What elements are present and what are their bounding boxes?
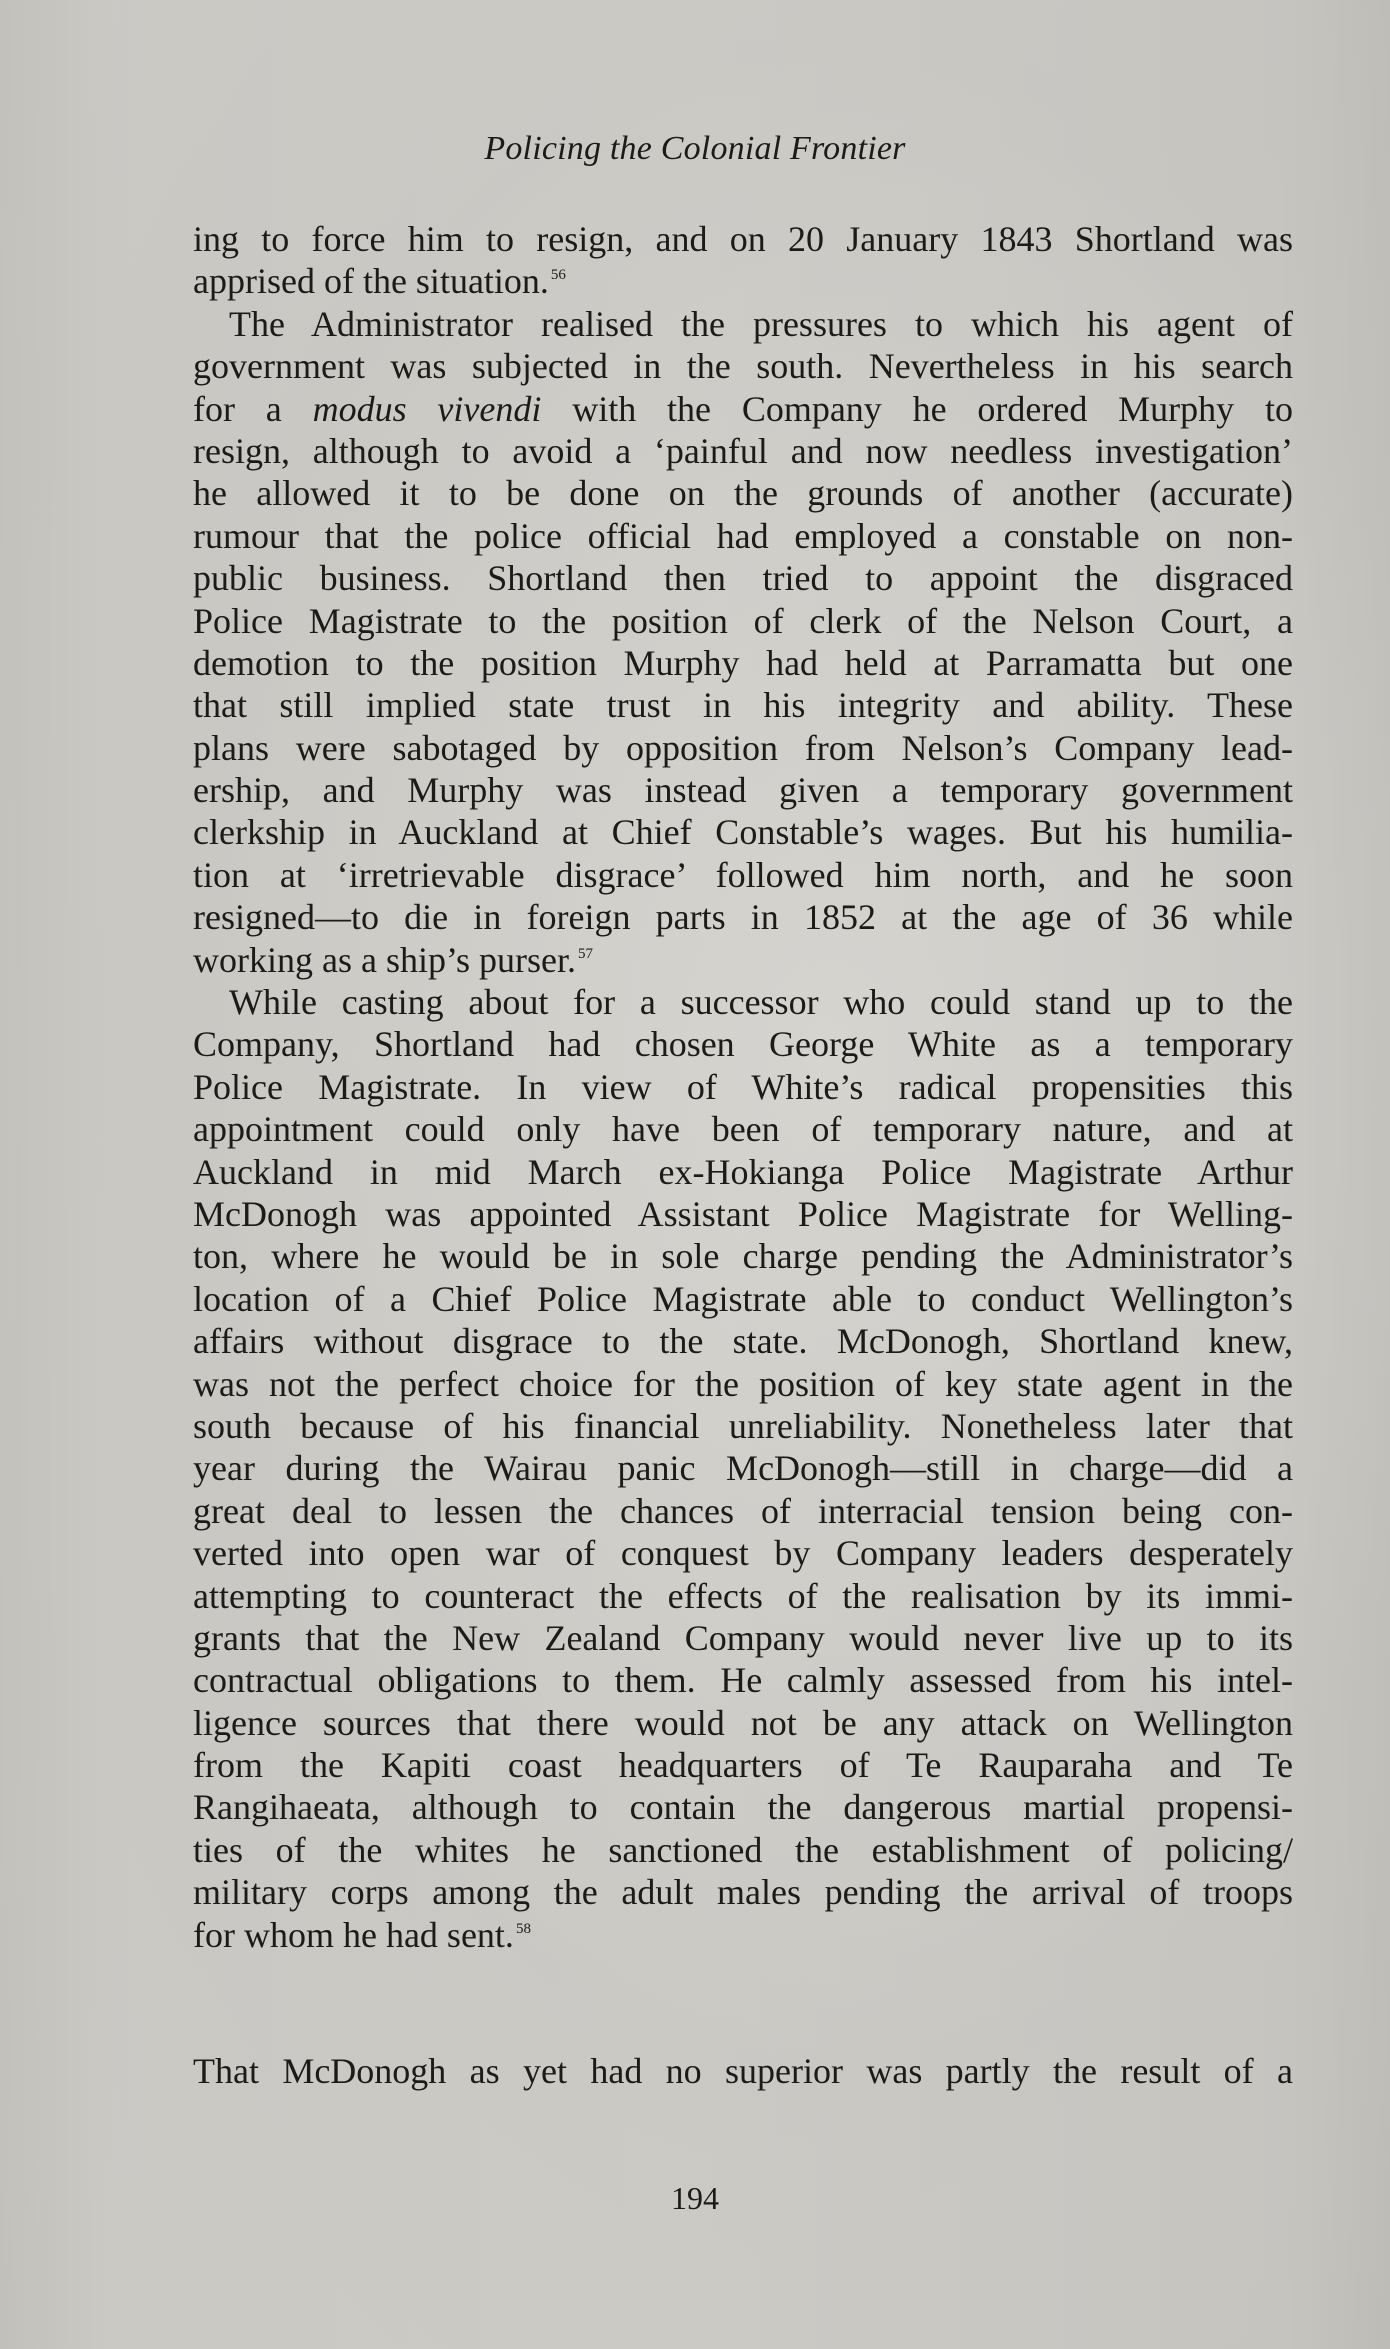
text-line: military corps among the adult males pending the arrival of troops — [193, 1872, 1293, 1913]
text-line: resigned—to die in foreign parts in 1852 at the age of 36 while — [193, 897, 1293, 938]
text-line: clerkship in Auckland at Chief Constable’s wages. But his humilia- — [193, 812, 1293, 853]
text-line: location of a Chief Police Magistrate able to conduct Wellington’s — [193, 1278, 1293, 1319]
text-line: he allowed it to be done on the grounds of another (accurate) — [193, 473, 1293, 514]
text-line: ership, and Murphy was instead given a temporary government — [193, 770, 1293, 811]
text-line: working as a ship’s purser. $^{57}$ — [193, 939, 593, 980]
footnote-ref: 56 — [550, 267, 566, 284]
text-line: tion at ‘irretrievable disgrace’ followed him north, and he soon — [193, 854, 1293, 895]
text-line: government was subjected in the south. Nevertheless in his search — [193, 346, 1293, 387]
text-line: for a modus vivendi with the Company he ordered Murphy to — [193, 388, 1293, 429]
text-line: rumour that the police official had employed a constable on non- — [193, 515, 1293, 556]
text-line: plans were sabotaged by opposition from Nelson’s Company lead- — [193, 727, 1293, 768]
text-line: Company, Shortland had chosen George White as a temporary — [193, 1024, 1293, 1065]
text-line: apprised of the situation. $^{56}$ — [193, 261, 566, 302]
text-line: ties of the whites he sanctioned the establishment of policing/ — [193, 1829, 1293, 1870]
text-line: ligence sources that there would not be any attack on Wellington — [193, 1702, 1293, 1743]
text-line: great deal to lessen the chances of interracial tension being con- — [193, 1490, 1293, 1531]
text-line: grants that the New Zealand Company would never live up to its — [193, 1617, 1293, 1658]
text-line: Auckland in mid March ex-Hokianga Police Magistrate Arthur — [193, 1151, 1293, 1192]
text-line: ton, where he would be in sole charge pending the Administrator’s — [193, 1236, 1293, 1277]
footnote-ref: 58 — [515, 1920, 531, 1937]
text-line: ing to force him to resign, and on 20 January 1843 Shortland was — [193, 219, 1293, 259]
main-text — [193, 218, 1293, 1956]
text-line: resign, although to avoid a ‘painful and now needless investigation’ — [193, 430, 1293, 471]
text-line: contractual obligations to them. He calmly assessed from his intel- — [193, 1660, 1293, 1701]
footnote-ref: 57 — [577, 945, 593, 962]
text-line: that still implied state trust in his integrity and ability. These — [193, 685, 1293, 726]
text-line: south because of his financial unreliability. Nonetheless later that — [193, 1405, 1293, 1446]
text-line: McDonogh was appointed Assistant Police Magistrate for Welling- — [193, 1193, 1293, 1234]
continuation-text — [193, 2050, 1293, 2092]
text-line: Police Magistrate. In view of White’s radical propensities this — [193, 1066, 1293, 1107]
text-line: Rangihaeata, although to contain the dangerous martial propensi- — [193, 1787, 1293, 1828]
page-number: 194 — [671, 2180, 719, 2216]
text-line: While casting about for a successor who could stand up to the — [229, 982, 1293, 1023]
text-line: was not the perfect choice for the position of key state agent in the — [193, 1363, 1293, 1404]
text-line: for whom he had sent. $^{58}$ — [193, 1914, 531, 1955]
text-line: demotion to the position Murphy had held at Parramatta but one — [193, 642, 1293, 683]
text-line: appointment could only have been of temporary nature, and at — [193, 1109, 1293, 1150]
text-line: attempting to counteract the effects of the realisation by its immi- — [193, 1575, 1293, 1616]
text-line: affairs without disgrace to the state. McDonogh, Shortland knew, — [193, 1321, 1293, 1362]
text-line: That McDonogh as yet had no superior was partly the result of a — [193, 2051, 1293, 2091]
text-line: year during the Wairau panic McDonogh—still in charge—did a — [193, 1448, 1293, 1489]
text-line: The Administrator realised the pressures to which his agent of — [229, 303, 1293, 344]
text-line: from the Kapiti coast headquarters of Te Rauparaha and Te — [193, 1745, 1293, 1786]
text-line: verted into open war of conquest by Company leaders desperately — [193, 1533, 1293, 1574]
text-line: Police Magistrate to the position of clerk of the Nelson Court, a — [193, 600, 1293, 641]
text-line: public business. Shortland then tried to appoint the disgraced — [193, 558, 1293, 599]
running-head: Policing the Colonial Frontier — [484, 130, 906, 167]
